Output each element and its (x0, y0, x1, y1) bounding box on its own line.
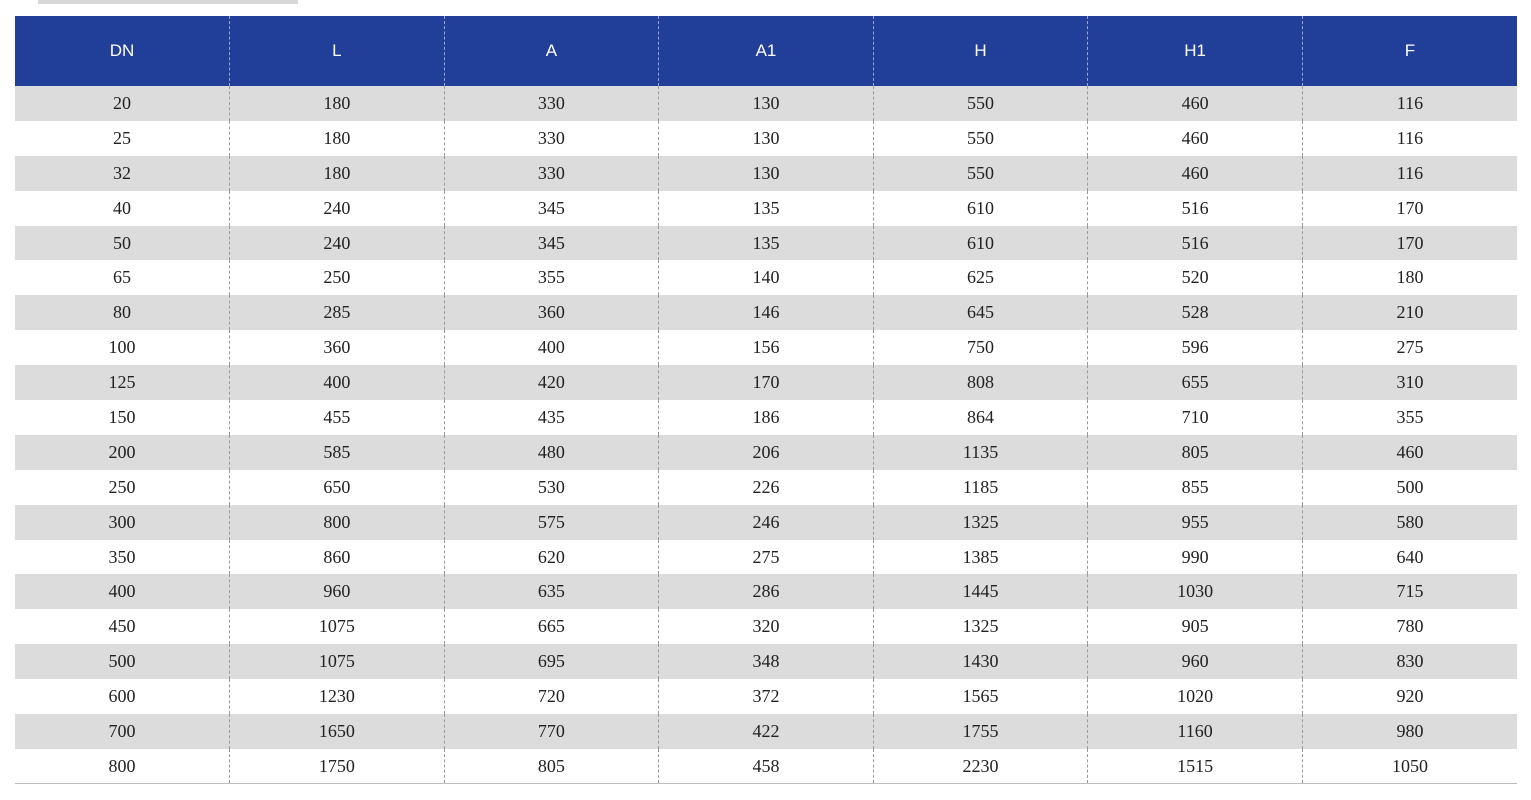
cell-dn: 100 (108, 337, 136, 358)
dimensions-table (15, 16, 1517, 784)
cell-a: 530 (444, 470, 659, 505)
cell-l: 240 (230, 191, 445, 226)
cell-a1: 286 (659, 574, 874, 609)
cell-dn: 350 (108, 546, 136, 567)
cell-dn: 50 (113, 232, 132, 253)
cell-h: 864 (873, 400, 1088, 435)
table-row (15, 540, 1517, 575)
column-header-a1: A1 (659, 16, 874, 86)
cell-a1: 130 (659, 156, 874, 191)
cell-h1: 460 (1088, 86, 1303, 121)
table-row (15, 679, 1517, 714)
cell-l: 180 (230, 86, 445, 121)
cell-h: 1565 (873, 679, 1088, 714)
cell-a: 355 (444, 260, 659, 295)
cell-l: 1075 (230, 644, 445, 679)
table-row (15, 470, 1517, 505)
cell-h1: 655 (1088, 365, 1303, 400)
cell-l: 860 (230, 540, 445, 575)
cell-f: 116 (1302, 156, 1517, 191)
cell-h: 808 (873, 365, 1088, 400)
cell-f: 980 (1302, 714, 1517, 749)
cell-a1: 458 (659, 749, 874, 784)
table-row (15, 749, 1517, 784)
cell-l: 285 (230, 295, 445, 330)
cell-a: 435 (444, 400, 659, 435)
table-row (15, 365, 1517, 400)
table-row (15, 609, 1517, 644)
column-header-h1: H1 (1088, 16, 1303, 86)
cell-f: 275 (1302, 330, 1517, 365)
cell-h1: 805 (1088, 435, 1303, 470)
cell-dn: 40 (113, 197, 132, 218)
cell-h1: 1020 (1088, 679, 1303, 714)
table-header (15, 16, 1517, 86)
cell-l: 240 (230, 226, 445, 261)
cell-l: 180 (230, 156, 445, 191)
table-row (15, 156, 1517, 191)
cell-a1: 135 (659, 226, 874, 261)
cell-h: 550 (873, 156, 1088, 191)
table-row (15, 330, 1517, 365)
cell-h1: 955 (1088, 505, 1303, 540)
cell-a: 400 (444, 330, 659, 365)
cell-a: 330 (444, 86, 659, 121)
cell-a1: 156 (659, 330, 874, 365)
cell-a: 805 (444, 749, 659, 784)
cell-a1: 206 (659, 435, 874, 470)
cell-f: 170 (1302, 226, 1517, 261)
cell-h: 1445 (873, 574, 1088, 609)
cell-h: 550 (873, 86, 1088, 121)
cell-a: 360 (444, 295, 659, 330)
column-header-h: H (873, 16, 1088, 86)
cell-f: 920 (1302, 679, 1517, 714)
cell-a1: 320 (659, 609, 874, 644)
cell-dn: 600 (108, 686, 136, 707)
cell-dn: 200 (108, 441, 136, 462)
cell-a: 480 (444, 435, 659, 470)
header-row (15, 16, 1517, 86)
cell-a1: 275 (659, 540, 874, 575)
cell-h: 645 (873, 295, 1088, 330)
dimensions-table-container (15, 16, 1517, 784)
column-header-a: A (444, 16, 659, 86)
cell-a1: 146 (659, 295, 874, 330)
cell-l: 180 (230, 121, 445, 156)
cell-dn: 32 (113, 162, 132, 183)
cell-h1: 905 (1088, 609, 1303, 644)
cell-a1: 348 (659, 644, 874, 679)
cell-a1: 140 (659, 260, 874, 295)
cell-h1: 1515 (1088, 749, 1303, 784)
cell-a: 620 (444, 540, 659, 575)
cell-a: 345 (444, 191, 659, 226)
cell-h1: 528 (1088, 295, 1303, 330)
cell-l: 400 (230, 365, 445, 400)
cell-dn: 80 (113, 302, 132, 323)
cell-dn: 400 (108, 581, 136, 602)
cell-dn: 65 (113, 267, 132, 288)
cell-h: 1325 (873, 505, 1088, 540)
cell-l: 800 (230, 505, 445, 540)
cell-f: 640 (1302, 540, 1517, 575)
cell-a1: 226 (659, 470, 874, 505)
cell-a: 330 (444, 121, 659, 156)
cell-f: 310 (1302, 365, 1517, 400)
cell-h1: 960 (1088, 644, 1303, 679)
cell-f: 830 (1302, 644, 1517, 679)
cell-h1: 460 (1088, 121, 1303, 156)
cell-a: 345 (444, 226, 659, 261)
table-row (15, 644, 1517, 679)
cell-h: 1430 (873, 644, 1088, 679)
table-row (15, 505, 1517, 540)
cell-h1: 596 (1088, 330, 1303, 365)
cell-a: 420 (444, 365, 659, 400)
cell-dn: 800 (108, 755, 136, 776)
cell-dn: 20 (113, 92, 132, 113)
cell-h1: 710 (1088, 400, 1303, 435)
cell-dn: 250 (108, 476, 136, 497)
cell-f: 210 (1302, 295, 1517, 330)
cell-h: 2230 (873, 749, 1088, 784)
cell-h: 1385 (873, 540, 1088, 575)
cell-h1: 1030 (1088, 574, 1303, 609)
cell-h: 1185 (873, 470, 1088, 505)
cell-l: 1075 (230, 609, 445, 644)
table-row (15, 714, 1517, 749)
cell-a1: 422 (659, 714, 874, 749)
cell-h: 610 (873, 191, 1088, 226)
cell-f: 170 (1302, 191, 1517, 226)
cell-l: 360 (230, 330, 445, 365)
cell-a1: 246 (659, 505, 874, 540)
cell-dn: 300 (108, 511, 136, 532)
column-header-l: L (230, 16, 445, 86)
cell-h: 1135 (873, 435, 1088, 470)
column-header-dn: DN (109, 41, 135, 60)
cell-a: 635 (444, 574, 659, 609)
cell-a1: 372 (659, 679, 874, 714)
cell-h1: 460 (1088, 156, 1303, 191)
cell-a1: 130 (659, 86, 874, 121)
table-row (15, 121, 1517, 156)
cell-h: 1325 (873, 609, 1088, 644)
table-row (15, 574, 1517, 609)
cell-a: 770 (444, 714, 659, 749)
cell-dn: 25 (113, 127, 132, 148)
cell-h1: 1160 (1088, 714, 1303, 749)
cell-dn: 150 (108, 406, 136, 427)
cell-a: 695 (444, 644, 659, 679)
cell-h: 625 (873, 260, 1088, 295)
cell-a1: 186 (659, 400, 874, 435)
cell-a: 720 (444, 679, 659, 714)
cell-h1: 855 (1088, 470, 1303, 505)
cell-l: 1650 (230, 714, 445, 749)
cell-f: 500 (1302, 470, 1517, 505)
cell-l: 1750 (230, 749, 445, 784)
cell-a: 575 (444, 505, 659, 540)
column-header-f: F (1302, 16, 1517, 86)
cell-h: 750 (873, 330, 1088, 365)
cell-a1: 130 (659, 121, 874, 156)
cell-f: 116 (1302, 121, 1517, 156)
table-row (15, 260, 1517, 295)
cell-f: 180 (1302, 260, 1517, 295)
cell-dn: 700 (108, 720, 136, 741)
cell-h1: 520 (1088, 260, 1303, 295)
cell-l: 650 (230, 470, 445, 505)
cell-dn: 500 (108, 651, 136, 672)
cell-h1: 990 (1088, 540, 1303, 575)
cropped-heading-strip (38, 0, 298, 4)
cell-a1: 135 (659, 191, 874, 226)
cell-l: 250 (230, 260, 445, 295)
cell-f: 780 (1302, 609, 1517, 644)
cell-h: 610 (873, 226, 1088, 261)
cell-h1: 516 (1088, 191, 1303, 226)
cell-a: 665 (444, 609, 659, 644)
table-row (15, 86, 1517, 121)
cell-l: 455 (230, 400, 445, 435)
cell-dn: 125 (108, 372, 136, 393)
table-row (15, 226, 1517, 261)
cell-a: 330 (444, 156, 659, 191)
cell-l: 585 (230, 435, 445, 470)
cell-f: 116 (1302, 86, 1517, 121)
table-row (15, 400, 1517, 435)
cell-h: 1755 (873, 714, 1088, 749)
cell-f: 1050 (1302, 749, 1517, 784)
table-row (15, 191, 1517, 226)
cell-l: 1230 (230, 679, 445, 714)
cell-f: 460 (1302, 435, 1517, 470)
cell-f: 355 (1302, 400, 1517, 435)
table-row (15, 435, 1517, 470)
cell-f: 715 (1302, 574, 1517, 609)
cell-f: 580 (1302, 505, 1517, 540)
cell-a1: 170 (659, 365, 874, 400)
cell-h1: 516 (1088, 226, 1303, 261)
cell-l: 960 (230, 574, 445, 609)
table-body (15, 86, 1517, 784)
table-row (15, 295, 1517, 330)
cell-h: 550 (873, 121, 1088, 156)
cell-dn: 450 (108, 616, 136, 637)
